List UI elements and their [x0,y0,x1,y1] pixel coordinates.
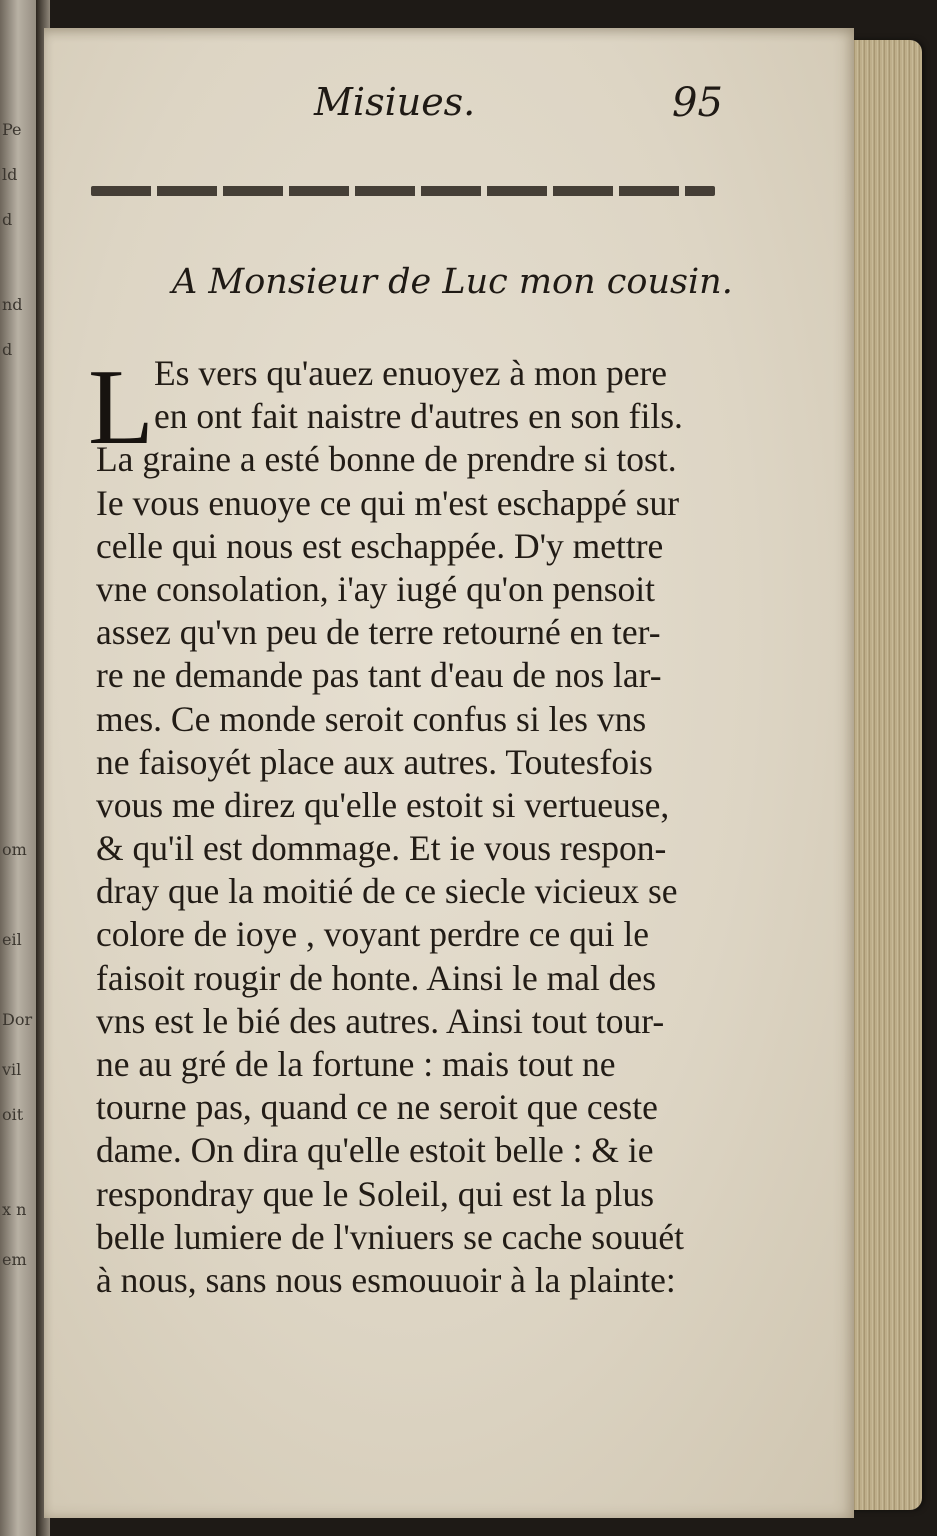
header-rule [91,186,715,196]
body-line: ne faisoyét place aux autres. Toutesfois [96,741,653,782]
body-line: à nous, sans nous esmouuoir à la plainte: [96,1259,676,1300]
bleed-text: d [2,340,13,359]
bleed-text: Dor [2,1010,33,1029]
drop-cap: L [88,348,154,467]
body-line: ne au gré de la fortune : mais tout ne [96,1044,616,1084]
bleed-text: Pe [2,120,22,139]
body-line: vous me direz qu'elle estoit si vertueuse, [96,784,670,825]
body-line: belle lumiere de l'vniuers se cache souuét [96,1216,684,1257]
bleed-text: eil [2,930,22,949]
body-line: vns est le bié des autres. Ainsi tout tour- [96,1000,665,1041]
body-line: vne consolation, i'ay iugé qu'on pensoit [96,568,656,609]
body-line: celle qui nous est eschappée. D'y mettre [96,525,664,566]
bleed-text: oit [2,1105,24,1124]
page-number: 95 [672,80,723,126]
body-line: dray que la moitié de ce siecle vicieux se [96,871,678,912]
book-page [44,28,854,1518]
bleed-text: ld [2,165,18,184]
body-line: respondray que le Soleil, qui est la plus [96,1173,655,1214]
body-line: & qu'il est dommage. Et ie vous respon- [96,828,667,869]
body-line: mes. Ce monde seroit confus si les vns [96,698,647,739]
bleed-text: d [2,210,13,229]
letter-body [96,352,736,1302]
body-line: re ne demande pas tant d'eau de nos lar- [96,655,662,696]
body-line: Ie vous enuoye ce qui m'est eschappé sur [96,482,680,523]
body-line: colore de ioye , voyant perdre ce qui le [96,914,649,955]
body-line: La graine a esté bonne de prendre si tost. [96,439,677,480]
body-line: dame. On dira qu'elle estoit belle : & ie [96,1130,654,1171]
body-line: en ont fait naistre d'autres en son fils. [154,396,683,437]
bleed-text: vil [2,1060,22,1079]
body-line: tourne pas, quand ce ne seroit que ceste [96,1087,658,1128]
bleed-text: nd [2,295,23,314]
body-line: assez qu'vn peu de terre retourné en ter- [96,612,661,653]
previous-page-edge [0,0,40,1536]
body-line: Es vers qu'auez enuoyez à mon pere [154,353,668,393]
letter-salutation: A Monsieur de Luc mon cousin. [172,262,733,302]
running-head: Misiues. [314,80,476,124]
bleed-text: em [2,1250,27,1269]
bleed-text: om [2,840,27,859]
bleed-text: x n [2,1200,27,1219]
body-line: faisoit rougir de honte. Ainsi le mal des [96,957,657,998]
